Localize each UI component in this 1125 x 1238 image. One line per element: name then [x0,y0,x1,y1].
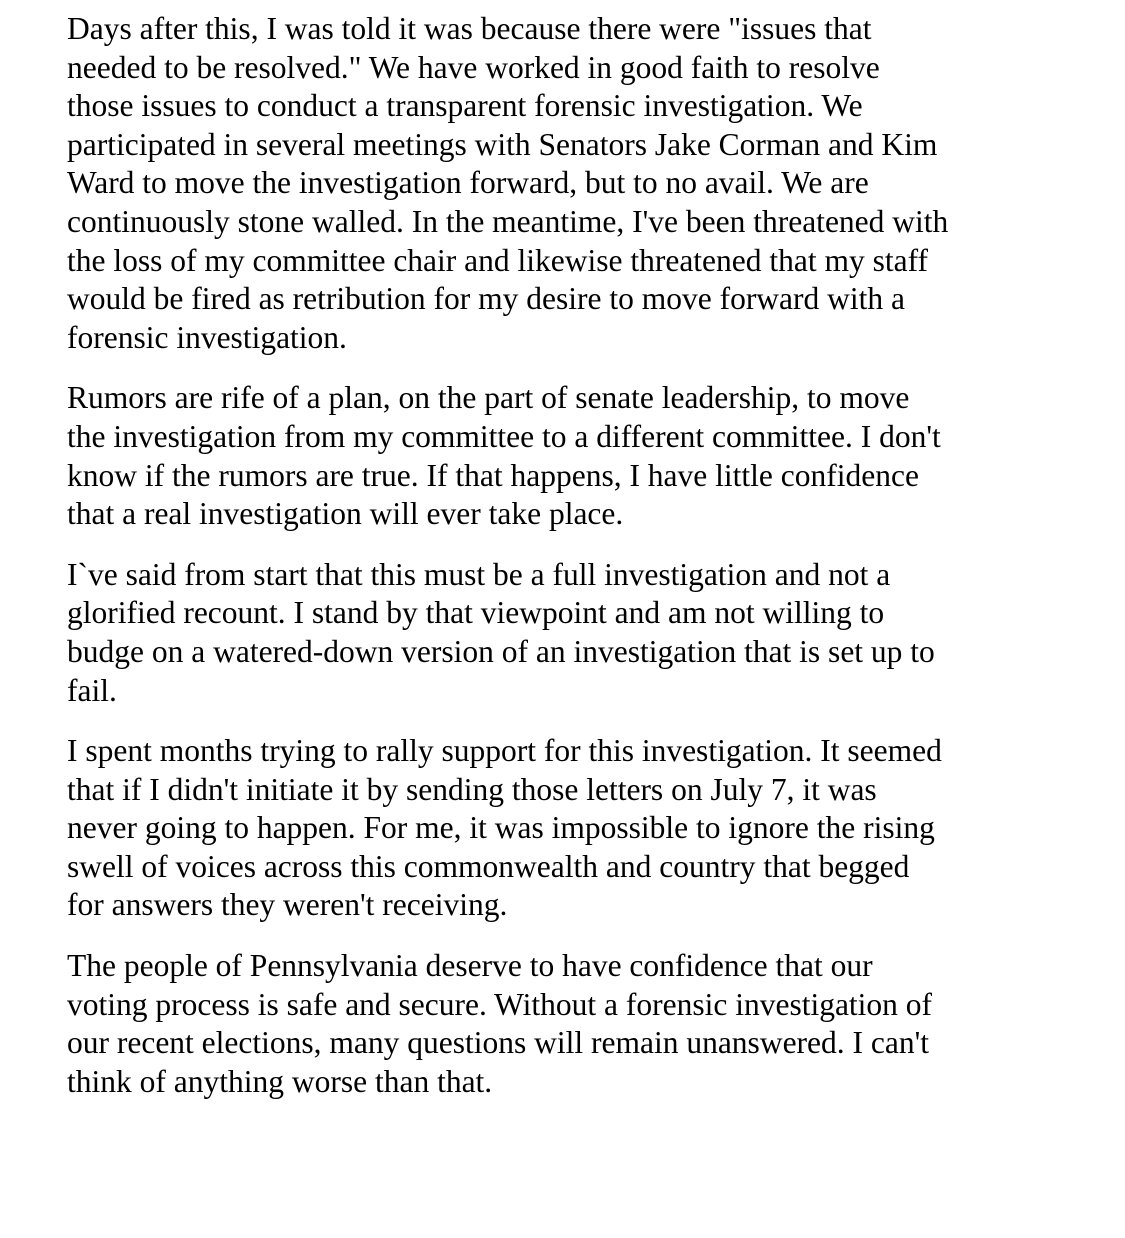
text-line: glorified recount. I stand by that viewpoint and am not willing to [67,595,885,631]
text-line: our recent elections, many questions will remain unanswered. I can't [67,1025,930,1061]
text-line: budge on a watered-down version of an investigation that is set up to [67,633,935,669]
text-line: voting process is safe and secure. Without a forensic investigation of [67,986,933,1022]
text-line: that if I didn't initiate it by sending those letters on July 7, it was [67,771,877,807]
text-line: Days after this, I was told it was because there were "issues that [67,11,872,46]
text-line: forensic investigation. [67,319,347,355]
text-line: for answers they weren't receiving. [67,887,508,923]
text-line: fail. [67,672,117,708]
text-line: think of anything worse than that. [67,1063,493,1099]
text-line: participated in several meetings with Senators Jake Corman and Kim [67,126,938,162]
document-body [67,10,1007,1123]
paragraph-3 [67,556,1007,710]
paragraph-4 [67,732,1007,925]
text-line: continuously stone walled. In the meantime, I've been threatened with [67,203,949,239]
text-line: know if the rumors are true. If that happens, I have little confidence [67,457,919,493]
text-line: I spent months trying to rally support for this investigation. It seemed [67,733,942,769]
text-line: the loss of my committee chair and likewise threatened that my staff [67,242,929,278]
text-line: needed to be resolved." We have worked in good faith to resolve [67,49,880,85]
text-line: The people of Pennsylvania deserve to have confidence that our [67,948,873,984]
text-line: Rumors are rife of a plan, on the part of senate leadership, to move [67,380,910,416]
text-line: that a real investigation will ever take place. [67,496,624,532]
paragraph-1 [67,10,1007,357]
text-line: those issues to conduct a transparent forensic investigation. We [67,88,863,124]
text-line: never going to happen. For me, it was impossible to ignore the rising [67,810,935,846]
text-line: the investigation from my committee to a different committee. I don't [67,418,941,454]
paragraph-2 [67,379,1007,533]
text-line: would be fired as retribution for my desire to move forward with a [67,281,906,317]
text-line: Ward to move the investigation forward, but to no avail. We are [67,165,869,201]
paragraph-5 [67,947,1007,1101]
text-line: I`ve said from start that this must be a full investigation and not a [67,556,891,592]
text-line: swell of voices across this commonwealth and country that begged [67,848,910,884]
